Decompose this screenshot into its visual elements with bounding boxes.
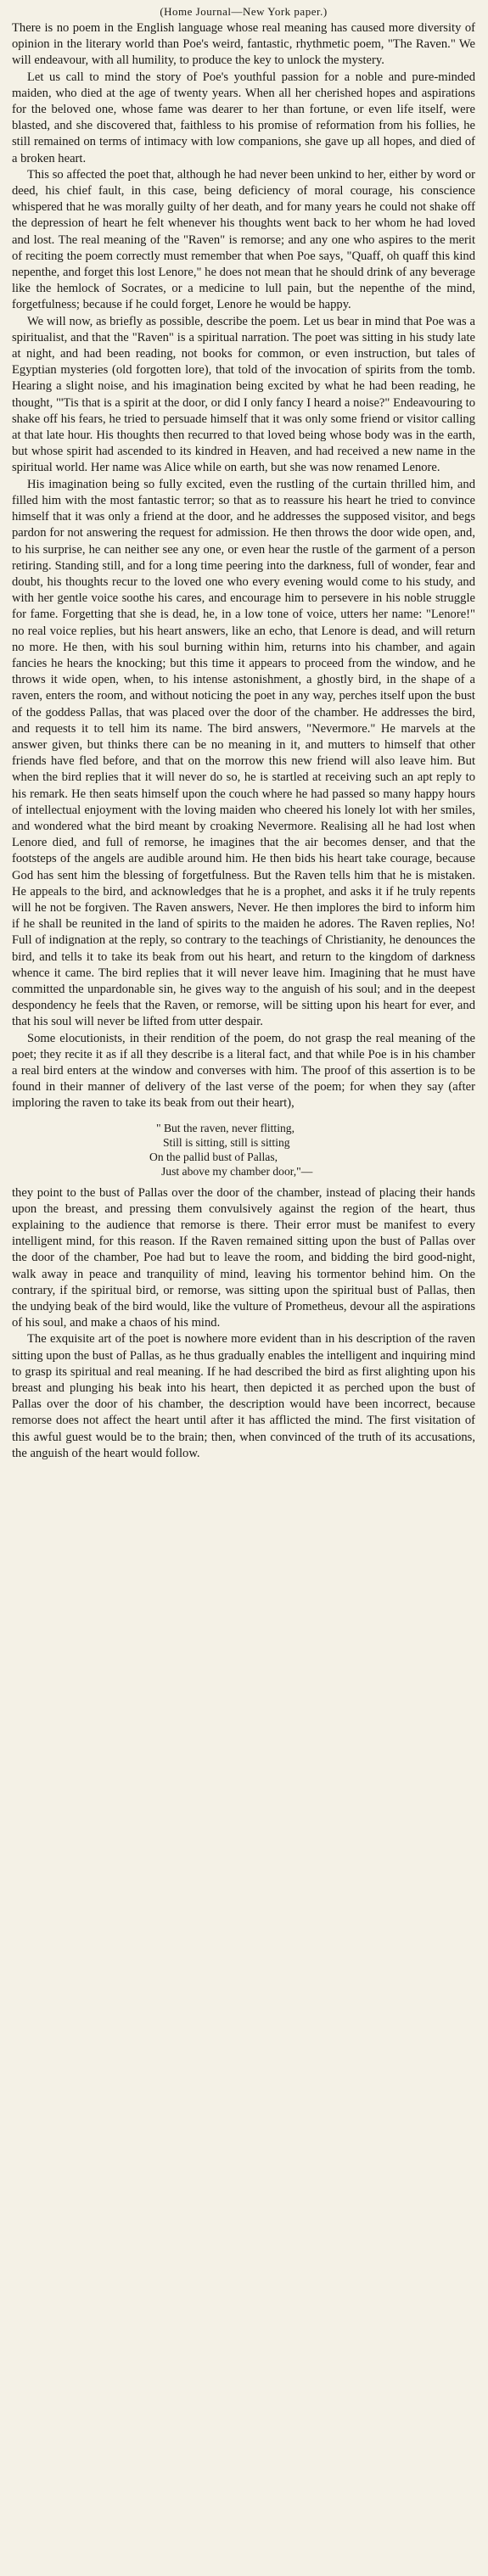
article-body <box>12 20 475 1462</box>
paragraph-3: This so affected the poet that, although he had never been unkind to her, either by word or deed, his chief fault, in this case, being deficiency of moral courage, his conscience whispered that he was morally guilty of her death, and for many years he could not shake off the depression of heart he felt whenever his thoughts went back to her whom he had loved and lost. The real meaning of the "Raven" is remorse; and any one who aspires to the merit of reciting the poem correctly must remember that when Poe says, "Quaff, oh quaff this kind nepenthe, and forget this lost Lenore," he does not mean that he should drink of any beverage like the hemlock of Socrates, or a medicine to lull pain, but the nepenthe of the mind, forgetfulness; because if he could forget, Lenore he would be happy. <box>12 167 475 312</box>
verse-line: Just above my chamber door,"— <box>161 1164 313 1178</box>
paragraph-4: We will now, as briefly as possible, describe the poem. Let us bear in mind that Poe was a spiritualist, and that the "Raven" is a spiritual narration. The poet was sitting in his study late at night, and had been reading, not books for common, or even instruction, but tales of Egyptian mysteries (old forgotten lore), that told of the invocation of spirits from the tomb. Hearing a slight noise, and his imagination being excited by what he had been reading, he thought, "'Tis that is a spirit at the door, or did I only fancy I heard a noise?" Endeavouring to shake off his fears, he tried to persuade himself that it was only some friend or visitor calling at that late hour. His thoughts then recurred to that loved being whose body was in the earth, but whose spirit had ascended to its kindred in Heaven, and had received a new name in the spiritual world. Her name was Alice while on earth, but she was now renamed Lenore. <box>12 314 475 475</box>
verse-line: On the pallid bust of Pallas, <box>149 1150 278 1163</box>
paragraph-6: Some elocutionists, in their rendition of the poem, do not grasp the real meaning of the poet; they recite it as if all they describe is a literal fact, and that while Poe is in his chamber a real bird enters at the window and converses with him. The proof of this assertion is to be found in their manner of delivery of the last verse of the poem; for when they say (after imploring the raven to take its beak from out their heart), <box>12 1031 475 1111</box>
paragraph-7: they point to the bust of Pallas over the door of the chamber, instead of placing their hands upon the breast, and pressing them convulsively against the region of the heart, thus explaining to the audience that remorse is there. Their error must be manifest to every intelligent mind, for this reason. If the Raven remained sitting upon the bust of Pallas over the door of the chamber, Poe had but to leave the room, and bidding the bird good-night, walk away in peace and tranquility of mind, leaving his tormentor behind him. On the contrary, if the spiritual bird, or remorse, was sitting upon the spiritual bust of Pallas, then the undying beak of the bird would, like the vulture of Prometheus, devour all the aspirations of his soul, and make a chaos of his mind. <box>12 1185 475 1330</box>
source-header: (Home Journal—New York paper.) <box>160 5 328 18</box>
newspaper-column <box>12 5 475 1462</box>
paragraph-5: His imagination being so fully excited, even the rustling of the curtain thrilled him, and filled him with the most fantastic terror; so that as to reassure his heart he tried to convince himself that it was only a friend at the door, and he addresses the supposed visitor, and begs pardon for not answering the request for admission. He then throws the door wide open, and, to his surprise, he can neither see any one, or even hear the rustle of the garment of a person retiring. Standing still, and for a long time peering into the darkness, full of wonder, fear and doubt, his thoughts recur to the loved one who every evening would come to his study, and with her gentle voice soothe his cares, and encourage him to persevere in his noble struggle for fame. Forgetting that she is dead, he, in a low tone of voice, utters her name: "Lenore!" no real voice replies, but his heart answers, like an echo, that Lenore is dead, and will return no more. He then, with his soul burning within him, returns into his chamber, and again fancies he hears the knocking; but this time it appears to proceed from the window, and he throws it wide open, when, to his intense astonishment, a ghostly bird, in the shape of a raven, enters the room, and without noticing the poet in any way, perches itself upon the bust of the goddess Pallas, that was placed over the door of the chamber. He addresses the bird, and requests it to tell him its name. The bird answers, "Nevermore." He marvels at the answer given, but thinks there can be no meaning in it, and mutters to himself that other friends have fled before, and that on the morrow this new friend will also leave him. But when the bird replies that it will never do so, he is startled at receiving such an apt reply to his remark. He then seats himself upon the couch where he had passed so many happy hours of intellectual enjoyment with the loving maiden who cheered his lonely lot with her smiles, and wondered what the bird meant by croaking Nevermore. Realising all he had lost when Lenore died, and full of remorse, he imagines that the air becomes denser, and that the footsteps of the angels are audible around him. He then bids his heart take courage, because God has sent him the blessing of forgetfulness. But the Raven tells him that he is mistaken. He appeals to the bird, and acknowledges that he is a prophet, and asks it if he truly repents will he not be forgiven. The Raven answers, Never. He then implores the bird to inform him if he shall be reunited in the land of spirits to the maiden he adores. The Raven replies, No! Full of indignation at the reply, so contrary to the teachings of Christianity, he denounces the bird, and tells it to take its beak from out his heart, and return to the kingdom of darkness whence it came. The bird replies that it will never leave him. Imagining that he must have committed the unpardonable sin, he gives way to the anguish of his soul; and in the deepest despondency he feels that the Raven, or remorse, will be sitting upon his heart for ever, and that his soul will never be lifted from utter despair. <box>12 477 475 1029</box>
paragraph-1: There is no poem in the English language whose real meaning has caused more diversity of opinion in the literary world than Poe's weird, fantastic, rhythmetic poem, "The Raven." We will endeavour, with all humility, to produce the key to unlock the mystery. <box>12 21 475 68</box>
paragraph-8: The exquisite art of the poet is nowhere more evident than in his description of the raven sitting upon the bust of Pallas, as he thus gradually enables the intelligent and inquiring mind to grasp its spiritual and real meaning. If he had described the bird as first alighting upon his breast and plunging his beak into his heart, then depicted it as perched upon the bust of Pallas over the door of his chamber, the description would have been incorrect, because remorse does not affect the heart until after it has afflicted the mind. The first visitation of this awful guest would be to the brain; then, when convinced of the truth of its accusations, the anguish of the heart would follow. <box>12 1332 475 1460</box>
verse-line: Still is sitting, still is sitting <box>163 1135 290 1149</box>
verse-line: " But the raven, never flitting, <box>156 1121 294 1134</box>
poem-quote <box>139 1121 475 1179</box>
paragraph-2: Let us call to mind the story of Poe's youthful passion for a noble and pure-minded maiden, who died at the age of twenty years. When all her cherished hopes and aspirations for the beloved one, whose fame was dearer to her than fortune, or even life itself, were blasted, and she discovered that, faithless to his promise of reformation from his follies, he still remained on terms of intimacy with low companions, she gave up all hopes, and died of a broken heart. <box>12 70 475 165</box>
